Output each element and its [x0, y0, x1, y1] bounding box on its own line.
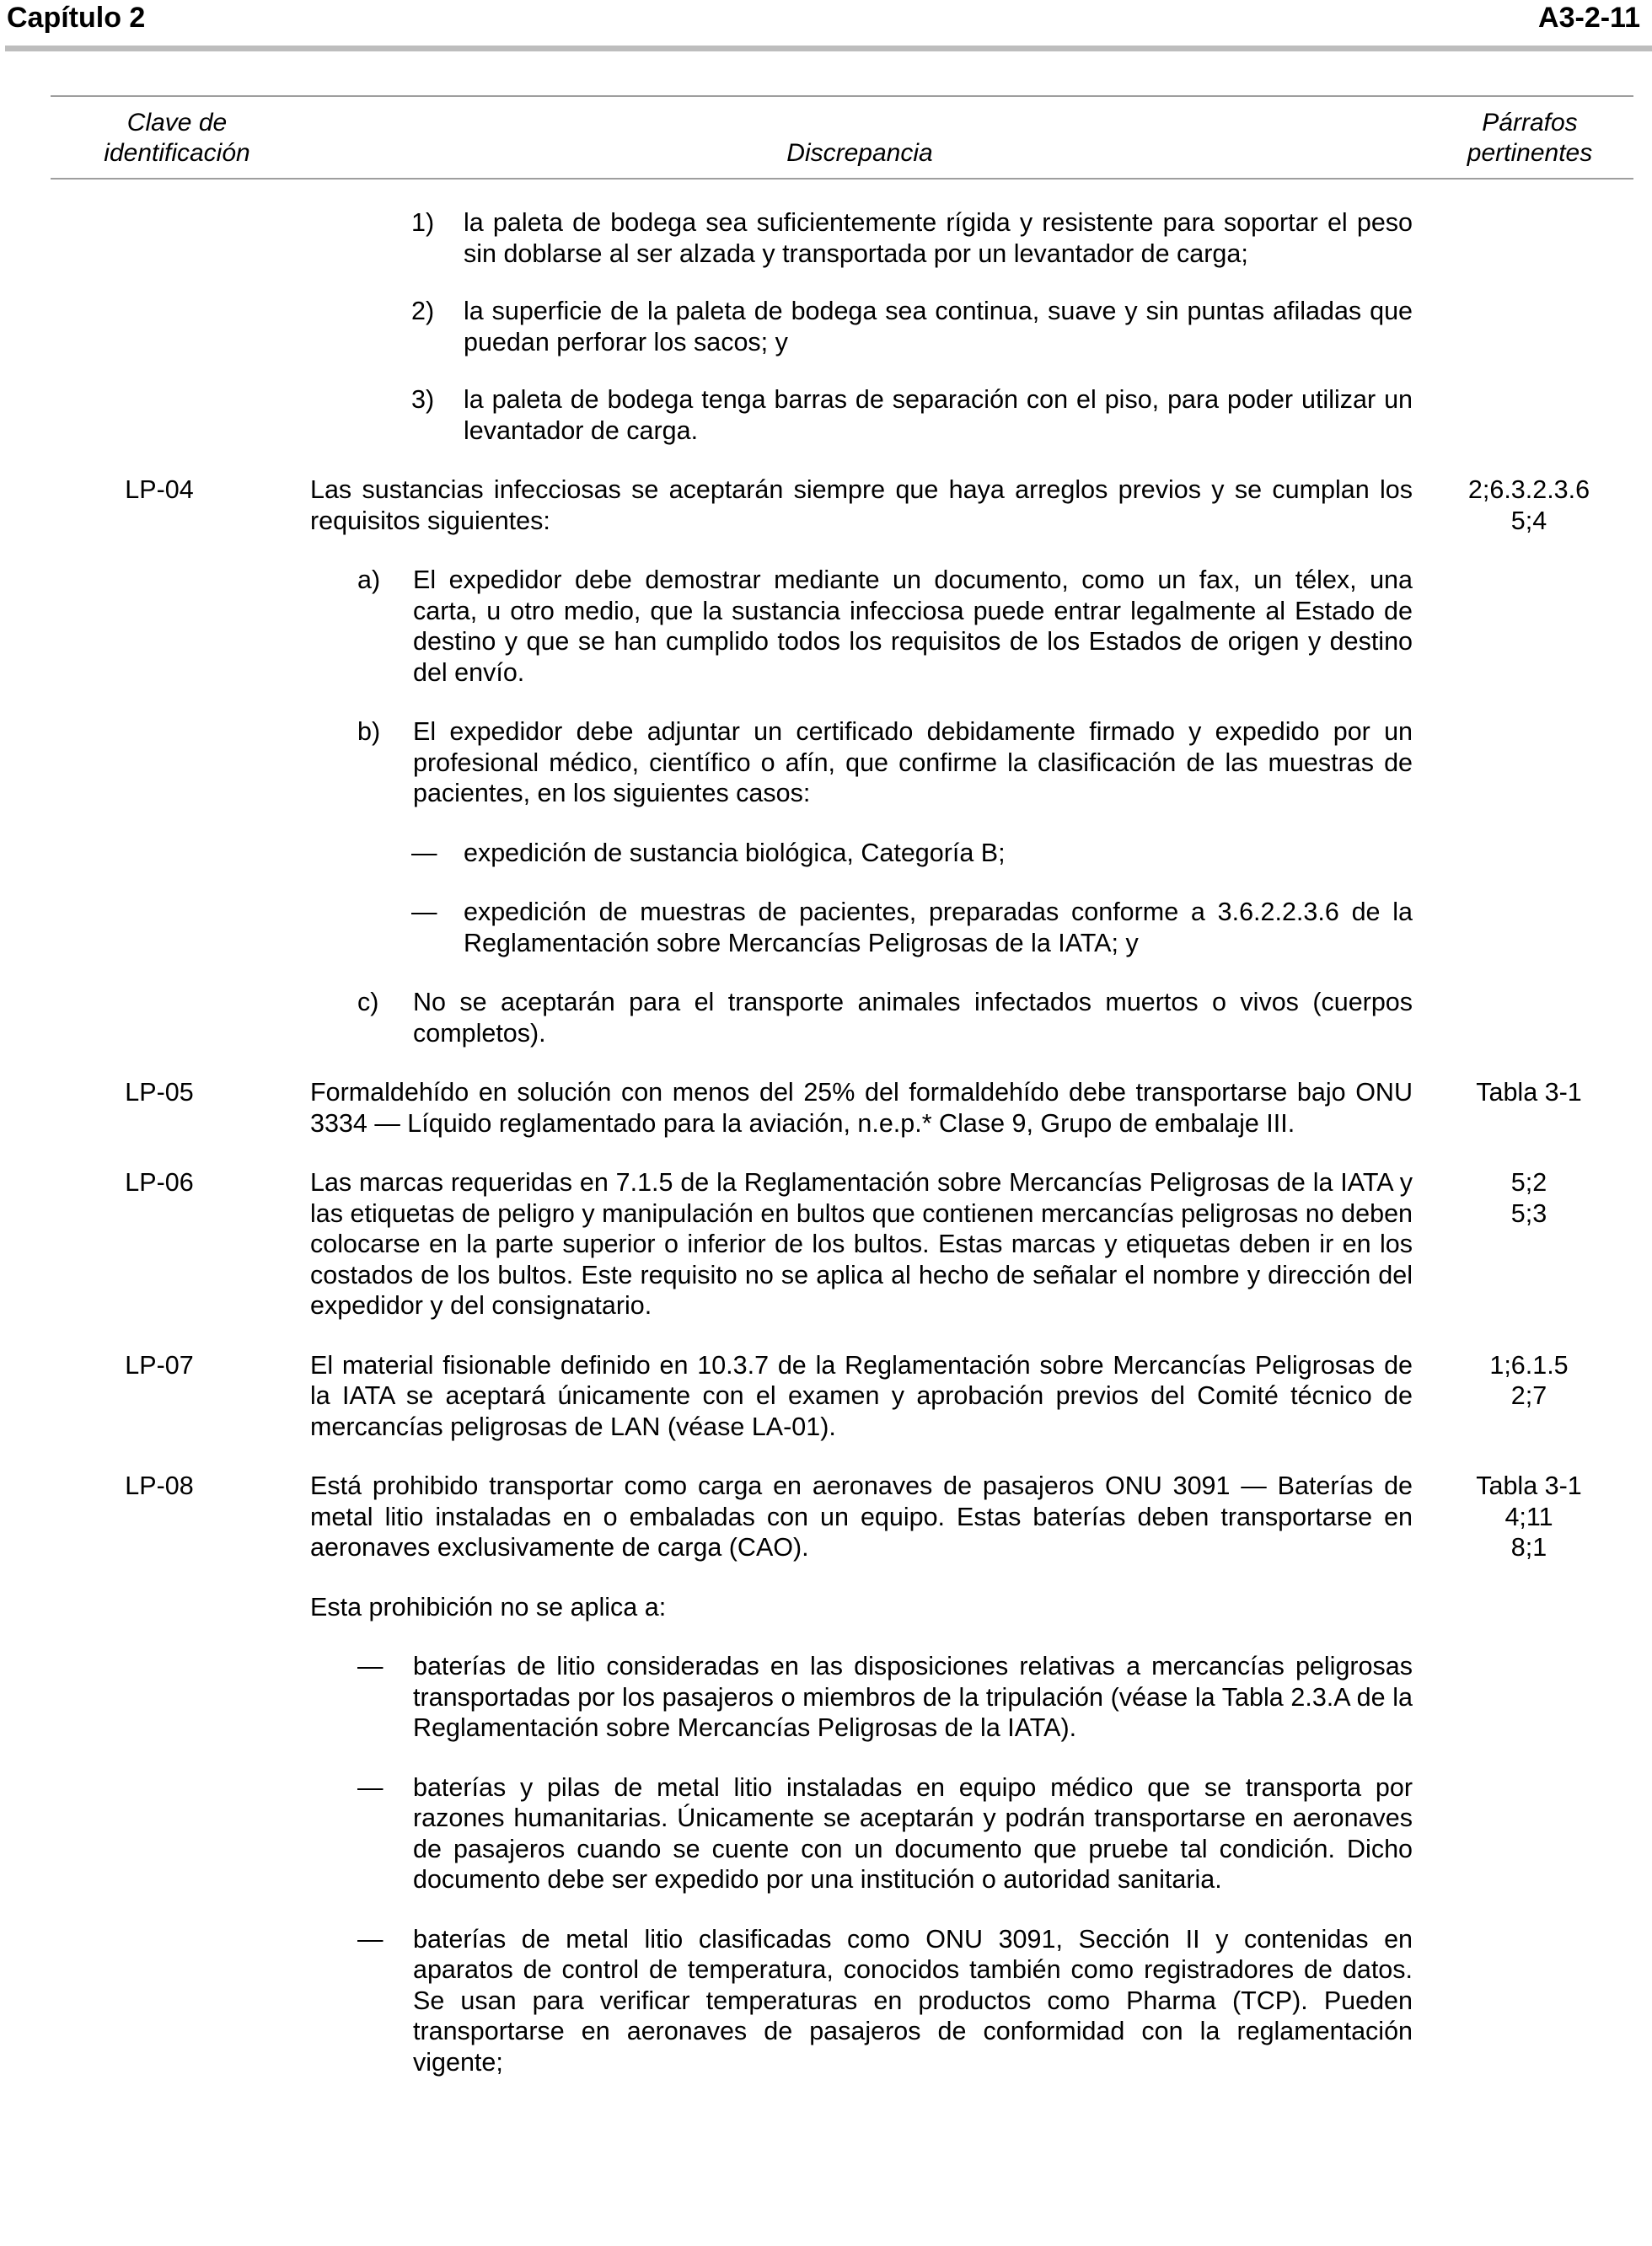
list-marker: c)	[357, 988, 379, 1016]
list-text: baterías y pilas de metal litio instaladas en equipo médico que se transporta por razones humanitarias. Únicamente se aceptarán y podrán transportarse en aeronaves de pasajeros cuando se cuente con un documento que pruebe tal condición. Dicho documento debe ser expedido por una institución o autoridad sanitaria.	[413, 1772, 1413, 1894]
reference: 2;6.3.2.3.6	[1467, 475, 1590, 504]
list-marker: a)	[357, 566, 381, 594]
row-text: Está prohibido transportar como carga en aeronaves de pasajeros ONU 3091 — Baterías de metal litio instaladas en o embaladas con un equipo. Estas baterías deben transportarse en aeronaves exclusivamente de carga (CAO).	[310, 1471, 1413, 1562]
column-header-key	[51, 108, 303, 169]
list-text: la paleta de bodega tenga barras de separación con el piso, para poder utilizar un levantador de carga.	[464, 385, 1413, 445]
list-marker: 3)	[411, 385, 435, 414]
reference: Tabla 3-1	[1476, 1471, 1582, 1500]
reference: 2;7	[1510, 1381, 1547, 1410]
list-item	[357, 716, 1652, 809]
reference: 8;1	[1510, 1533, 1547, 1562]
list-marker: 1)	[411, 208, 435, 237]
row-text: El material fisionable definido en 10.3.7 de la Reglamentación sobre Mercancías Peligrosas de la IATA se aceptará únicamente con el examen y aprobación previos del Comité técnico de mercancías peligrosas de LAN (véase LA-01).	[310, 1350, 1413, 1441]
column-header-key-line1: Clave de	[126, 109, 228, 137]
list-text: No se aceptarán para el transporte animales infectados muertos o vivos (cuerpos completos).	[413, 988, 1413, 1048]
row-key: LP-05	[125, 1078, 194, 1107]
list-item	[357, 1772, 1652, 1895]
dash-marker: —	[411, 898, 437, 926]
list-item	[411, 384, 1652, 446]
row-text: Las marcas requeridas en 7.1.5 de la Reglamentación sobre Mercancías Peligrosas de la IATA y las etiquetas de peligro y manipulación en bultos que contienen mercancías peligrosas no deben colocarse en la parte superior o inferior de los bultos. Estas marcas y etiquetas deben ir en los costados de los bultos. Este requisito no se aplica al hecho de señalar el nombre y dirección del expedidor y del consignatario.	[310, 1168, 1413, 1320]
column-header-refs-line1: Párrafos	[1482, 109, 1578, 137]
row-references	[1446, 474, 1612, 536]
list-item	[411, 207, 1652, 269]
table-top-rule	[51, 95, 1633, 97]
reference: Tabla 3-1	[1476, 1078, 1582, 1107]
list-text: El expedidor debe demostrar mediante un documento, como un fax, un télex, una carta, u otro medio, que la sustancia infecciosa puede entrar legalmente al Estado de destino y que se han cumplido todos los requisitos de los Estados de origen y destino del envío.	[413, 566, 1413, 687]
table-row	[0, 1077, 1652, 1139]
row-key: LP-07	[125, 1350, 194, 1380]
list-item	[357, 1924, 1652, 2078]
column-header-discrepancy: Discrepancia	[786, 139, 933, 167]
row-text: Las sustancias infecciosas se aceptarán siempre que haya arreglos previos y se cumplan los requisitos siguientes:	[310, 475, 1413, 535]
table-row	[0, 474, 1652, 1048]
list-marker: 2)	[411, 297, 435, 325]
list-marker: b)	[357, 717, 381, 746]
row-references	[1446, 1077, 1612, 1108]
row-key: LP-06	[125, 1168, 194, 1197]
list-item	[411, 296, 1652, 357]
reference: 5;4	[1510, 506, 1547, 535]
list-item	[357, 1651, 1652, 1744]
list-item	[411, 897, 1652, 958]
list-text: expedición de muestras de pacientes, preparadas conforme a 3.6.2.2.3.6 de la Reglamentación sobre Mercancías Peligrosas de la IATA; y	[464, 898, 1413, 957]
row-key: LP-08	[125, 1471, 194, 1500]
dash-marker: —	[357, 1924, 384, 1954]
list-text: la paleta de bodega sea suficientemente rígida y resistente para soportar el peso sin doblarse al ser alzada y transportada por un levantador de carga;	[464, 208, 1413, 268]
table-row	[0, 1471, 1652, 2077]
column-header-refs-line2: pertinentes	[1467, 139, 1593, 167]
column-header-key-line2: identificación	[104, 139, 250, 167]
reference: 1;6.1.5	[1489, 1350, 1569, 1380]
dash-marker: —	[411, 838, 437, 867]
list-item	[357, 565, 1652, 688]
column-header-references	[1424, 108, 1635, 169]
dash-marker: —	[357, 1772, 384, 1802]
reference: 4;11	[1504, 1502, 1553, 1531]
reference: 5;3	[1510, 1198, 1547, 1228]
reference: 5;2	[1510, 1168, 1547, 1197]
table-body	[0, 207, 1652, 2077]
row-references	[1446, 1350, 1612, 1412]
list-text: la superficie de la paleta de bodega sea continua, suave y sin puntas afiladas que puedan perforar los sacos; y	[464, 297, 1413, 356]
list-text: expedición de sustancia biológica, Categoría B;	[464, 838, 1006, 867]
row-references	[1446, 1167, 1612, 1229]
row-references	[1446, 1471, 1612, 1563]
table-header-rule	[51, 178, 1633, 180]
header-rule	[5, 46, 1652, 51]
list-item	[411, 838, 1652, 869]
dash-marker: —	[357, 1652, 384, 1680]
list-text: El expedidor debe adjuntar un certificado debidamente firmado y expedido por un profesional médico, científico o afín, que confirme la clasificación de las muestras de pacientes, en los siguientes casos:	[413, 717, 1413, 807]
row-note: Esta prohibición no se aplica a:	[310, 1592, 667, 1622]
chapter-heading: Capítulo 2	[7, 2, 146, 34]
list-text: baterías de litio consideradas en las disposiciones relativas a mercancías peligrosas transportadas por los pasajeros o miembros de la tripulación (véase la Tabla 2.3.A de la Reglamentación sobre Mercancías Peligrosas de la IATA).	[413, 1652, 1413, 1742]
table-row	[0, 1350, 1652, 1443]
table-row	[0, 1167, 1652, 1321]
row-text: Formaldehído en solución con menos del 25% del formaldehído debe transportarse bajo ONU 3334 — Líquido reglamentado para la aviación, n.e.p.* Clase 9, Grupo de embalaje III.	[310, 1078, 1413, 1138]
list-text: baterías de metal litio clasificadas como ONU 3091, Sección II y contenidas en aparatos de control de temperatura, conocidos también como registradores de datos. Se usan para verificar temperaturas en productos como Pharma (TCP). Pueden transportarse en aeronaves de pasajeros de conformidad con la reglamentación vigente;	[413, 1924, 1413, 2077]
list-item	[357, 987, 1652, 1048]
row-key: LP-04	[125, 475, 194, 504]
page-number: A3-2-11	[1538, 2, 1640, 34]
